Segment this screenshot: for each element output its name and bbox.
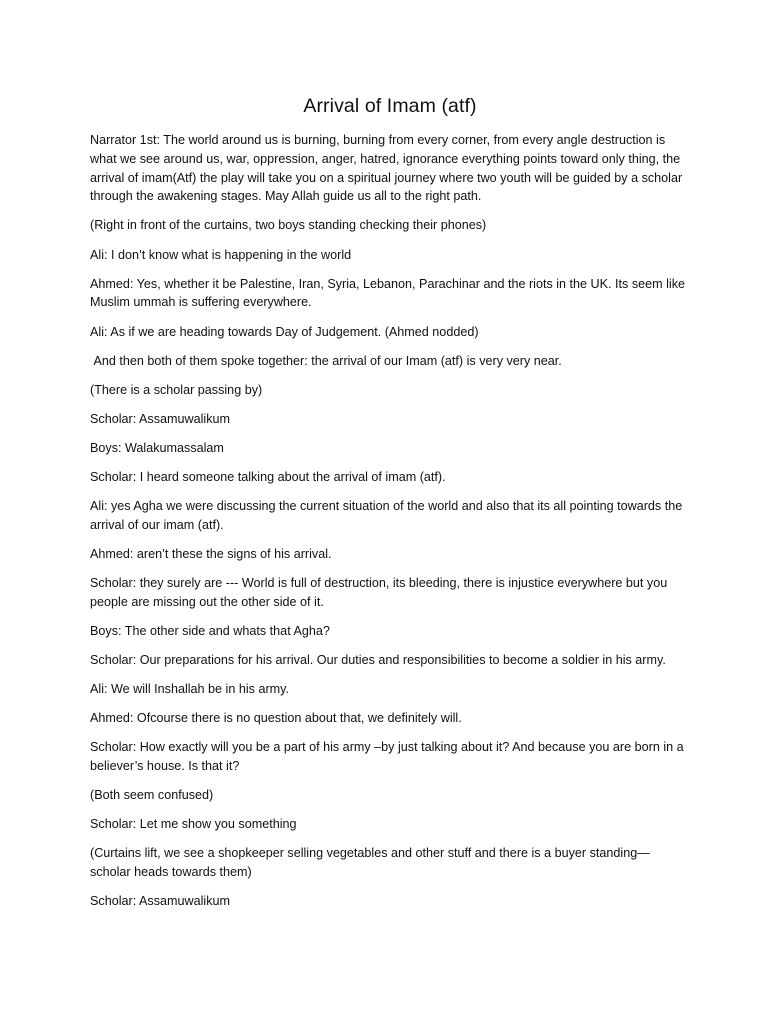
paragraph-scholar-line: Scholar: they surely are --- World is full of destruction, its bleeding, there is injustice everywhere but you people are missing out the other side of it. xyxy=(90,576,671,609)
paragraph-ahmed-line: Ahmed: Yes, whether it be Palestine, Iran, Syria, Lebanon, Parachinar and the riots in the UK. Its seem like Muslim ummah is suffering everywhere. xyxy=(90,276,689,310)
paragraph-scholar-line: Scholar: Assamuwalikum xyxy=(90,411,230,426)
paragraph-boys-line: Boys: Walakumassalam xyxy=(90,440,224,455)
paragraph-scholar-line: Scholar: How exactly will you be a part of his army –by just talking about it? And because you are born in a believer’s house. Is that it? xyxy=(90,740,688,774)
paragraph-narrator-intro: Narrator 1st: The world around us is burning, burning from every corner, from every angle destruction is what we see around us, war, oppression, anger, hatred, ignorance everything points toward only thing, the arrival of imam(Atf) the play will take you on a spiritual journey where two youth will be guided by a scholar through the awakening stages. May Allah guide us all to the right path. xyxy=(90,133,686,204)
paragraph-stage-direction: (There is a scholar passing by) xyxy=(90,382,263,397)
paragraph-ahmed-line: Ahmed: Ofcourse there is no question about that, we definitely will. xyxy=(90,711,462,726)
paragraph-ali-line: Ali: We will Inshallah be in his army. xyxy=(90,682,290,697)
paragraph-stage-direction: (Both seem confused) xyxy=(90,788,214,803)
paragraph-ali-line: Ali: I don’t know what is happening in the world xyxy=(90,247,352,262)
paragraph-ahmed-line: Ahmed: aren’t these the signs of his arrival. xyxy=(90,547,332,562)
paragraph-scholar-line: Scholar: Assamuwalikum xyxy=(90,894,230,909)
document-body xyxy=(90,131,690,911)
paragraph-scholar-line: Scholar: Our preparations for his arrival. Our duties and responsibilities to become a soldier in his army. xyxy=(90,653,666,668)
paragraph-boys-line: Boys: The other side and whats that Agha? xyxy=(90,624,330,638)
paragraph-stage-direction: (Curtains lift, we see a shopkeeper selling vegetables and other stuff and there is a buyer standing—scholar heads towards them) xyxy=(90,846,650,880)
paragraph-ali-line: Ali: yes Agha we were discussing the current situation of the world and also that its all pointing towards the arrival of our imam (atf). xyxy=(90,499,686,532)
paragraph-stage-direction-curtains: (Right in front of the curtains, two boys standing checking their phones) xyxy=(90,218,487,233)
document-title: Arrival of Imam (atf) xyxy=(303,95,477,117)
paragraph-ali-line: Ali: As if we are heading towards Day of Judgement. (Ahmed nodded) xyxy=(90,324,479,339)
paragraph-scholar-line: Scholar: I heard someone talking about the arrival of imam (atf). xyxy=(90,470,446,485)
document-page xyxy=(90,93,690,921)
paragraph-together-line: And then both of them spoke together: the arrival of our Imam (atf) is very very near. xyxy=(90,353,562,368)
paragraph-scholar-line: Scholar: Let me show you something xyxy=(90,817,297,832)
